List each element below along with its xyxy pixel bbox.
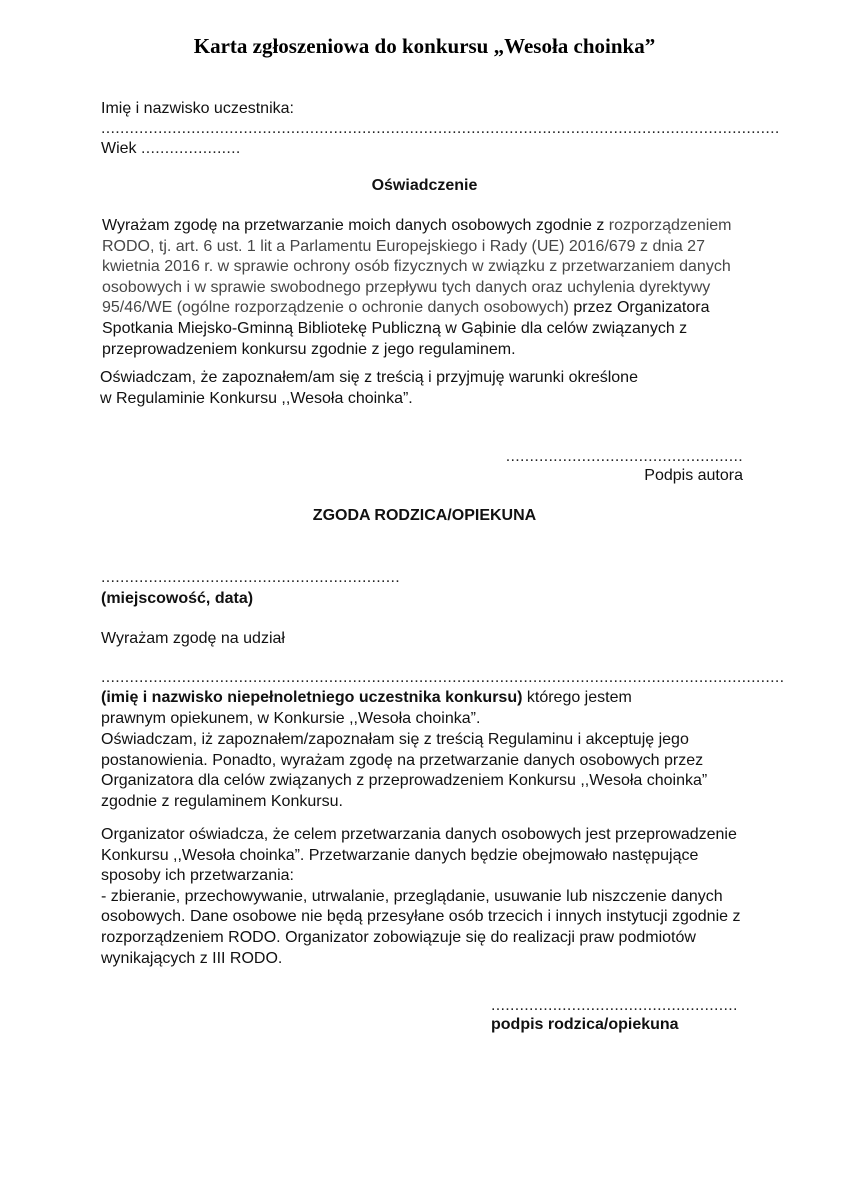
child-name-field[interactable]: ................................................................................................................................................ — [101, 669, 785, 686]
consent-line — [102, 298, 732, 319]
organizer-line: sposoby ich przetwarzania: — [101, 867, 294, 885]
parent-consent-heading: ZGODA RODZICA/OPIEKUNA — [312, 507, 537, 524]
consent-text: przez Organizatora — [568, 299, 710, 317]
child-name-row — [101, 688, 632, 709]
consent-line — [102, 216, 732, 237]
participant-age-label: Wiek — [101, 140, 137, 157]
child-name-label: (imię i nazwisko niepełnoletniego uczestnika konkursu) — [101, 689, 523, 706]
consent-paragraph — [102, 216, 732, 360]
consent-line: Spotkania Miejsko-Gminną Bibliotekę Publiczną w Gąbinie dla celów związanych z — [102, 319, 688, 337]
organizer-paragraph — [101, 825, 740, 969]
participant-name-field[interactable]: ............................................................................................................................................... — [101, 120, 780, 137]
participation-consent-intro: Wyrażam zgodę na udział — [101, 630, 285, 647]
parent-signature-label: podpis rodzica/opiekuna — [491, 1016, 679, 1033]
declaration-line: Oświadczam, iż zapoznałem/zapoznałam się z treścią Regulaminu i akceptuję jego — [101, 731, 689, 748]
organizer-line: rozporządzeniem RODO. Organizator zobowiązuje się do realizacji praw podmiotów — [101, 928, 696, 946]
rules-line: Oświadczam, że zapoznałem/am się z treścią i przyjmuję warunki określone — [100, 369, 638, 386]
declaration-line: zgodnie z regulaminem Konkursu. — [101, 792, 343, 810]
rules-line: w Regulaminie Konkursu ,,Wesoła choinka”. — [100, 389, 413, 407]
guardian-line: prawnym opiekunem, w Konkursie ,,Wesoła choinka”. — [101, 709, 481, 727]
organizer-line: wynikających z III RODO. — [101, 949, 283, 967]
organizer-line: Organizator oświadcza, że celem przetwarzania danych osobowych jest przeprowadzenie — [101, 826, 737, 843]
child-name-suffix: którego jestem — [522, 689, 632, 706]
declaration-line: postanowienia. Ponadto, wyrażam zgodę na przetwarzanie danych osobowych przez — [101, 751, 704, 769]
organizer-line: Konkursu ,,Wesoła choinka”. Przetwarzanie danych będzie obejmowało następujące — [101, 846, 699, 864]
participant-age-field[interactable]: ..................... — [141, 140, 241, 157]
document-title: Karta zgłoszeniowa do konkursu „Wesoła choinka” — [193, 34, 656, 58]
consent-line: osobowych i w sprawie swobodnego przepływu tych danych oraz uchylenia dyrektywy — [102, 278, 711, 296]
consent-line: RODO, tj. art. 6 ust. 1 lit a Parlamentu Europejskiego i Rady (UE) 2016/679 z dnia 27 — [102, 237, 705, 255]
declaration-line: Organizatora dla celów związanych z przeprowadzeniem Konkursu ,,Wesoła choinka” — [101, 772, 708, 790]
consent-text-rodo: 95/46/WE (ogólne rozporządzenie o ochronie danych osobowych) — [102, 299, 569, 317]
organizer-line: - zbieranie, przechowywanie, utrwalanie, przeglądanie, usuwanie lub niszczenie danych — [101, 887, 723, 905]
rules-paragraph — [100, 368, 638, 409]
consent-line: przeprowadzeniem konkursu zgodnie z jego regulaminem. — [102, 340, 516, 358]
place-date-field[interactable]: ............................................................... — [101, 569, 400, 586]
place-date-label: (miejscowość, data) — [101, 590, 254, 607]
organizer-line: osobowych. Dane osobowe nie będą przesyłane osób trzecich i innych instytucji zgodnie z — [101, 908, 741, 926]
statement-heading: Oświadczenie — [371, 177, 478, 194]
consent-text: Wyrażam zgodę na przetwarzanie moich danych osobowych zgodnie z — [102, 217, 609, 234]
participant-name-label: Imię i nazwisko uczestnika: — [101, 100, 294, 117]
declaration-paragraph — [101, 730, 707, 812]
consent-line: kwietnia 2016 r. w sprawie ochrony osób fizycznych w związku z przetwarzaniem danych — [102, 258, 731, 276]
author-signature-label: Podpis autora — [644, 467, 743, 484]
participant-age-row — [101, 139, 241, 160]
author-signature-field[interactable]: .................................................. — [505, 448, 743, 465]
parent-signature-field[interactable]: .................................................... — [491, 997, 738, 1014]
guardian-paragraph — [101, 688, 632, 729]
consent-text-rodo: rozporządzeniem — [608, 217, 732, 234]
